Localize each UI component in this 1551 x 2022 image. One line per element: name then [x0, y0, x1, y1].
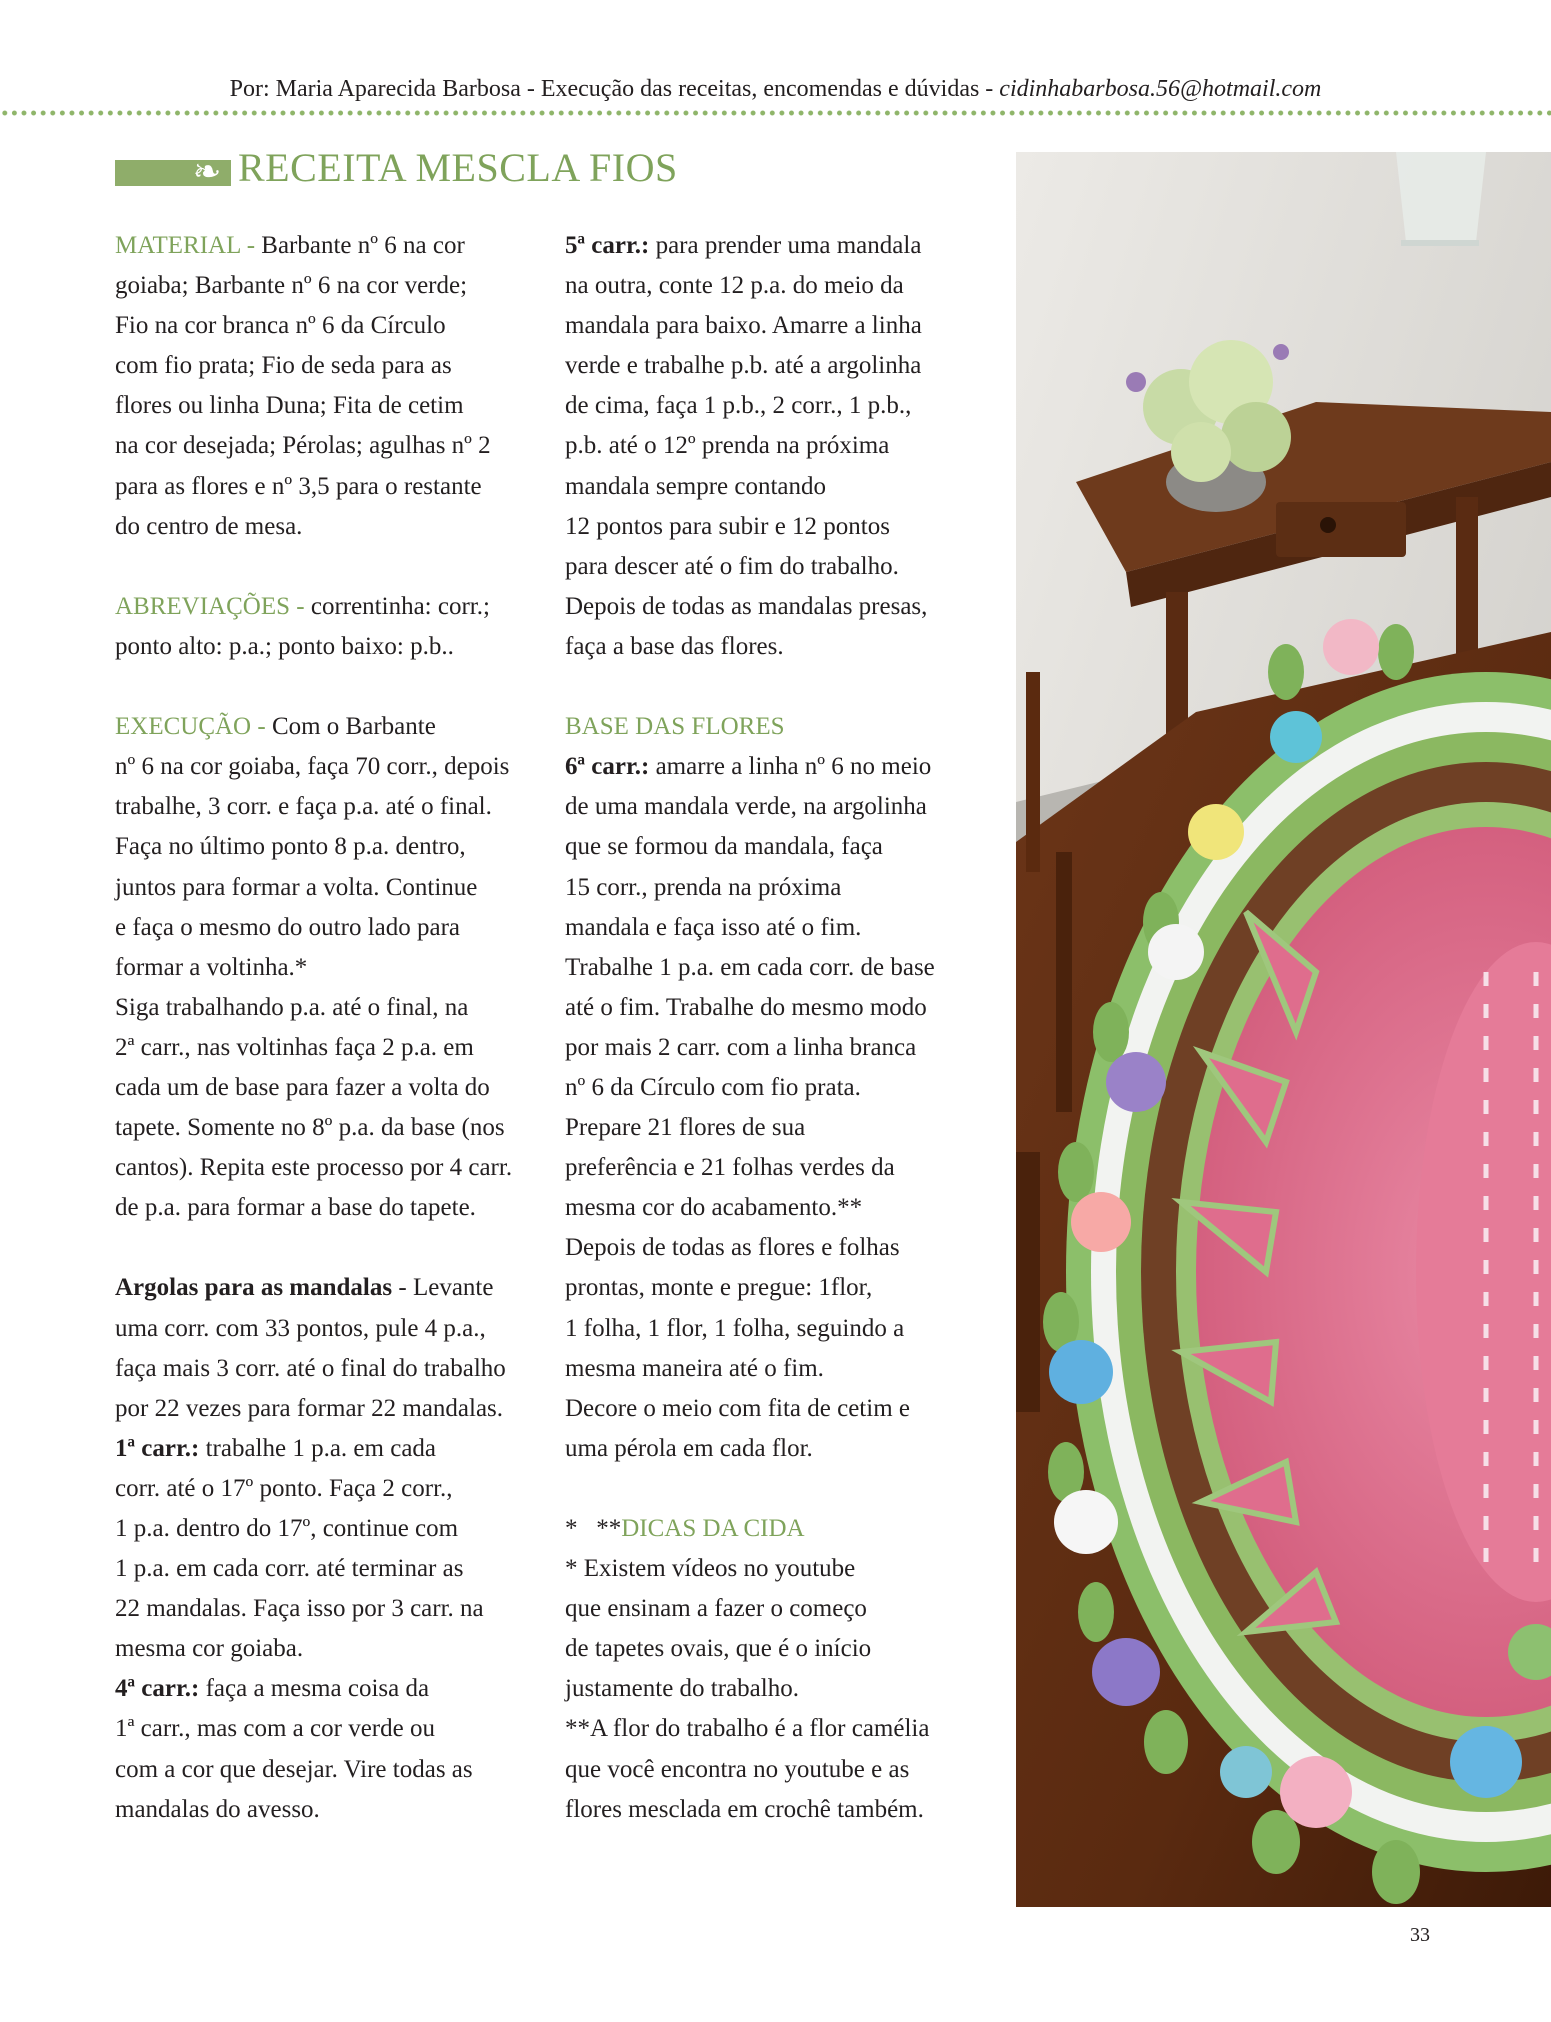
text-line: trabalhe, 3 corr. e faça p.a. até o final.	[115, 793, 492, 821]
execucao-heading: EXECUÇÃO -	[115, 713, 272, 741]
text-line: que ensinam a fazer o começo	[565, 1595, 867, 1623]
text-line: do centro de mesa.	[115, 512, 303, 540]
carr1-text: trabalhe 1 p.a. em cada	[199, 1434, 437, 1462]
text-line: uma pérola em cada flor.	[565, 1434, 813, 1462]
text-line: até o fim. Trabalhe do mesmo modo	[565, 993, 927, 1021]
argolas-text: - Levante	[392, 1274, 494, 1302]
text-line: tapete. Somente no 8º p.a. da base (nos	[115, 1114, 505, 1142]
text-column-right	[565, 226, 1000, 1830]
text-line: e faça o mesmo do outro lado para	[115, 913, 461, 941]
text-line: goiaba; Barbante nº 6 na cor verde;	[115, 272, 468, 300]
dicas-heading: DICAS DA CIDA	[621, 1515, 805, 1542]
abreviacoes-section	[115, 587, 545, 667]
argolas-section	[115, 1268, 545, 1829]
text-line: Faça no último ponto 8 p.a. dentro,	[115, 833, 466, 861]
carr4-text: faça a mesma coisa da	[199, 1675, 430, 1703]
abreviacoes-text: correntinha: corr.;	[310, 592, 490, 620]
text-line: de uma mandala verde, na argolinha	[565, 793, 927, 821]
text-line: Depois de todas as mandalas presas,	[565, 592, 928, 620]
abreviacoes-heading: ABREVIAÇÕES -	[115, 592, 311, 620]
text-line: de cima, faça 1 p.b., 2 corr., 1 p.b.,	[565, 392, 912, 420]
material-heading: MATERIAL -	[115, 232, 262, 259]
text-line: Fio na cor branca nº 6 da Círculo	[115, 312, 446, 340]
text-line: de tapetes ovais, que é o início	[565, 1635, 872, 1663]
text-line: ponto alto: p.a.; ponto baixo: p.b..	[115, 632, 454, 660]
text-line: mandala para baixo. Amarre a linha	[565, 312, 922, 340]
text-line: na cor desejada; Pérolas; agulhas nº 2	[115, 432, 491, 460]
text-line: 1ª carr., mas com a cor verde ou	[115, 1715, 435, 1743]
base-flores-heading: BASE DAS FLORES	[565, 713, 785, 741]
text-line: para descer até o fim do trabalho.	[565, 552, 899, 580]
text-line: faça mais 3 corr. até o final do trabalho	[115, 1354, 506, 1382]
text-line: cada um de base para fazer a volta do	[115, 1073, 490, 1101]
execucao-section	[115, 707, 545, 1228]
text-line: mandalas do avesso.	[115, 1795, 320, 1823]
material-text: Barbante nº 6 na cor	[261, 232, 465, 259]
text-line: mesma cor goiaba.	[115, 1635, 304, 1663]
text-line: flores mesclada em crochê também.	[565, 1795, 924, 1823]
text-line: prontas, monte e pregue: 1flor,	[565, 1274, 873, 1302]
text-line: que você encontra no youtube e as	[565, 1755, 910, 1783]
text-line: verde e trabalhe p.b. até a argolinha	[565, 352, 922, 380]
crochet-table-runner-photo	[1016, 152, 1551, 1907]
carr5-label: 5ª carr.:	[565, 232, 650, 259]
text-line: mandala e faça isso até o fim.	[565, 913, 862, 941]
carr6-label: 6ª carr.:	[565, 753, 650, 781]
text-line: mesma maneira até o fim.	[565, 1354, 824, 1382]
argolas-heading: Argolas para as mandalas	[115, 1274, 393, 1302]
text-line: para as flores e nº 3,5 para o restante	[115, 472, 482, 500]
text-line: preferência e 21 folhas verdes da	[565, 1154, 895, 1182]
text-line: por 22 vezes para formar 22 mandalas.	[115, 1394, 504, 1422]
page-title: RECEITA MESCLA FIOS	[238, 145, 678, 190]
text-line: Prepare 21 flores de sua	[565, 1114, 806, 1142]
text-line: juntos para formar a volta. Continue	[115, 873, 478, 901]
text-line: 1 folha, 1 flor, 1 folha, seguindo a	[565, 1314, 905, 1342]
text-line: nº 6 da Círculo com fio prata.	[565, 1073, 861, 1101]
text-line: * Existem vídeos no youtube	[565, 1555, 856, 1583]
text-line: Depois de todas as flores e folhas	[565, 1234, 900, 1262]
text-line: 2ª carr., nas voltinhas faça 2 p.a. em	[115, 1033, 474, 1061]
dotted-divider	[0, 110, 1551, 116]
text-line: faça a base das flores.	[565, 632, 784, 660]
text-line: formar a voltinha.*	[115, 953, 308, 981]
text-line: Decore o meio com fita de cetim e	[565, 1394, 910, 1422]
text-line: Siga trabalhando p.a. até o final, na	[115, 993, 469, 1021]
header-credit: Por: Maria Aparecida Barbosa - Execução das receitas, encomendas e dúvidas -	[229, 76, 1000, 102]
text-line: **A flor do trabalho é a flor camélia	[565, 1715, 930, 1743]
text-line: Trabalhe 1 p.a. em cada corr. de base	[565, 953, 935, 981]
text-line: 12 pontos para subir e 12 pontos	[565, 512, 890, 540]
text-line: corr. até o 17º ponto. Faça 2 corr.,	[115, 1474, 453, 1502]
text-line: mesma cor do acabamento.**	[565, 1194, 863, 1222]
text-line: de p.a. para formar a base do tapete.	[115, 1194, 476, 1222]
carr5-text: para prender uma mandala	[649, 232, 922, 259]
text-line: na outra, conte 12 p.a. do meio da	[565, 272, 904, 300]
dicas-section	[565, 1509, 1000, 1830]
text-line: 22 mandalas. Faça isso por 3 carr. na	[115, 1595, 484, 1623]
text-line: cantos). Repita este processo por 4 carr.	[115, 1154, 513, 1182]
text-line: 15 corr., prenda na próxima	[565, 873, 842, 901]
text-line: mandala sempre contando	[565, 472, 827, 500]
text-line: 1 p.a. em cada corr. até terminar as	[115, 1555, 464, 1583]
text-line: flores ou linha Duna; Fita de cetim	[115, 392, 464, 420]
header-email: cidinhabarbosa.56@hotmail.com	[999, 76, 1322, 102]
carr6-text: amarre a linha nº 6 no meio	[649, 753, 932, 781]
text-line: com fio prata; Fio de seda para as	[115, 352, 452, 380]
material-section	[115, 226, 545, 547]
text-line: que se formou da mandala, faça	[565, 833, 883, 861]
text-column-left	[115, 226, 545, 1830]
dicas-prefix: * **	[565, 1515, 622, 1542]
text-line: p.b. até o 12º prenda na próxima	[565, 432, 890, 460]
execucao-text: Com o Barbante	[271, 713, 436, 741]
text-line: nº 6 na cor goiaba, faça 70 corr., depois	[115, 753, 510, 781]
carr5-section	[565, 226, 1000, 667]
carr4-label: 4ª carr.:	[115, 1675, 200, 1703]
base-flores-section	[565, 707, 1000, 1469]
carr1-label: 1ª carr.:	[115, 1434, 200, 1462]
photo-illustration	[1016, 152, 1551, 1907]
page-number: 33	[1410, 1924, 1430, 1946]
text-line: justamente do trabalho.	[565, 1675, 799, 1703]
ornament-icon: ❧	[192, 152, 222, 192]
text-line: 1 p.a. dentro do 17º, continue com	[115, 1515, 459, 1542]
text-line: uma corr. com 33 pontos, pule 4 p.a.,	[115, 1314, 486, 1342]
page-header	[0, 76, 1551, 103]
text-line: por mais 2 carr. com a linha branca	[565, 1033, 917, 1061]
text-line: com a cor que desejar. Vire todas as	[115, 1755, 473, 1783]
